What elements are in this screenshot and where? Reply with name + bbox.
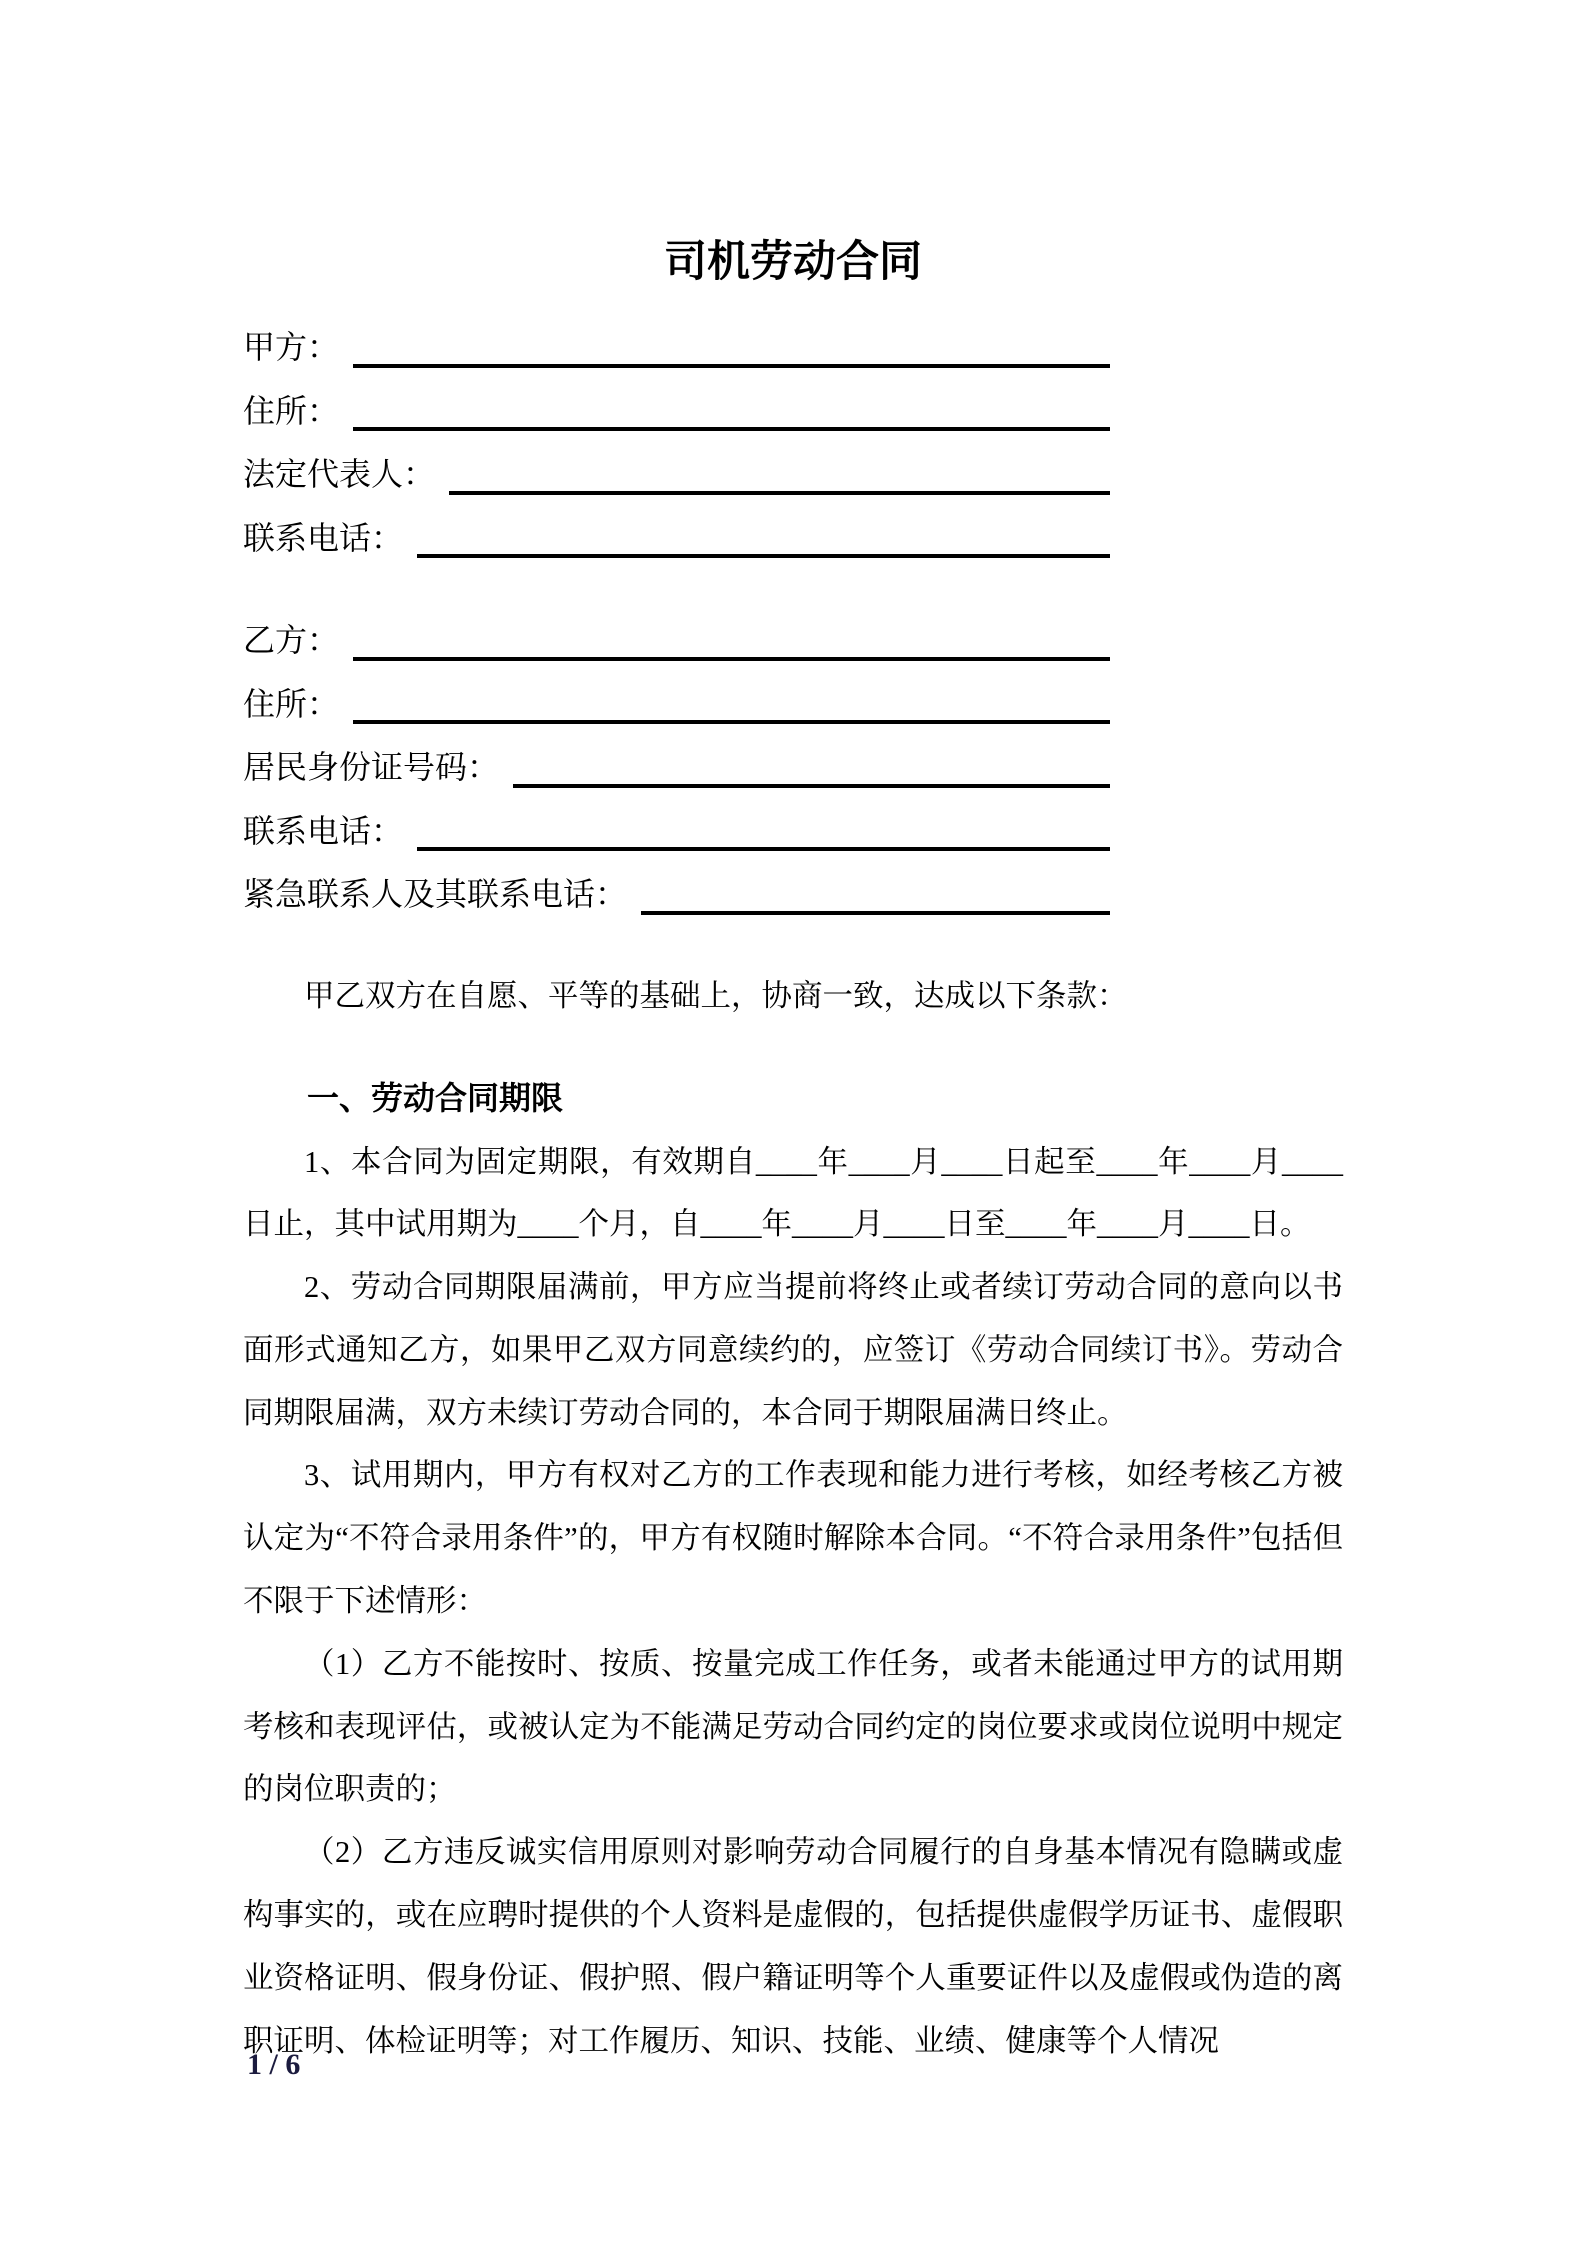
form-field-label: 法定代表人： bbox=[243, 456, 436, 492]
document-title: 司机劳动合同 bbox=[664, 239, 922, 286]
clause-3-item-2: （2）乙方违反诚实信用原则对影响劳动合同履行的自身基本情况有隐瞒或虚构事实的，或在应聘时提供的个人资料是虚假的，包括提供虚假学历证书、虚假职业资格证明、假身份证、假护照、假户籍证明等个人重要证件以及虚假或伪造的离职证明、体检证明等；对工作履历、知识、技能、业绩、健康等个人情况 bbox=[243, 1835, 1343, 2058]
form-field-label: 紧急联系人及其联系电话： bbox=[243, 876, 628, 912]
clause-3-probation: 3、试用期内，甲方有权对乙方的工作表现和能力进行考核，如经考核乙方被认定为“不符合录用条件”的，甲方有权随时解除本合同。“不符合录用条件”包括但不限于下述情形： bbox=[243, 1458, 1343, 1619]
form-field-label: 甲方： bbox=[243, 329, 340, 365]
clause-3-item-1: （1）乙方不能按时、按质、按量完成工作任务，或者未能通过甲方的试用期考核和表现评估，或被认定为不能满足劳动合同约定的岗位要求或岗位说明中规定的岗位职责的； bbox=[243, 1646, 1343, 1807]
form-row-party-a-address bbox=[243, 380, 1110, 444]
fill-in-blank-line bbox=[641, 863, 1110, 915]
fill-in-blank-line bbox=[449, 443, 1110, 495]
party-b-fields bbox=[243, 609, 1110, 927]
form-field-label: 联系电话： bbox=[243, 812, 404, 849]
clause-1-term: 1、本合同为固定期限，有效期自____年____月____日起至____年____月____日止，其中试用期为____个月，自____年____月____日至____年____月____日。 bbox=[243, 1144, 1343, 1242]
form-row-party-a-name bbox=[243, 316, 1110, 380]
fill-in-blank-line bbox=[353, 609, 1110, 661]
clause-2-renewal: 2、劳动合同期限届满前，甲方应当提前将终止或者续订劳动合同的意向以书面形式通知乙方，如果甲乙双方同意续约的，应签订《劳动合同续订书》。劳动合同期限届满，双方未续订劳动合同的，本合同于期限届满日终止。 bbox=[243, 1270, 1343, 1430]
form-field-label: 住所： bbox=[243, 392, 340, 429]
fill-in-blank-line bbox=[353, 380, 1110, 432]
intro-paragraph: 甲乙双方在自愿、平等的基础上，协商一致，达成以下条款： bbox=[304, 978, 1128, 1013]
fill-in-blank-line bbox=[417, 800, 1110, 852]
fill-in-blank-line bbox=[513, 736, 1110, 788]
form-row-party-a-phone bbox=[243, 507, 1110, 571]
form-row-party-b-name bbox=[243, 609, 1110, 673]
section-1-heading: 一、劳动合同期限 bbox=[307, 1080, 564, 1116]
form-field-label: 联系电话： bbox=[243, 519, 404, 556]
form-row-party-a-legal-rep bbox=[243, 443, 1110, 507]
fill-in-blank-line bbox=[353, 316, 1110, 368]
form-field-label: 居民身份证号码： bbox=[243, 749, 500, 785]
form-row-party-b-address bbox=[243, 673, 1110, 737]
form-row-party-b-phone bbox=[243, 800, 1110, 864]
form-row-party-b-emergency-contact bbox=[243, 863, 1110, 927]
form-field-label: 乙方： bbox=[243, 622, 340, 658]
page-content bbox=[243, 0, 1343, 2072]
form-field-label: 住所： bbox=[243, 685, 340, 722]
fill-in-blank-line bbox=[353, 673, 1110, 725]
form-row-party-b-id-number bbox=[243, 736, 1110, 800]
party-a-fields bbox=[243, 316, 1110, 570]
contract-clauses bbox=[243, 1131, 1343, 2073]
page-number: 1 / 6 bbox=[247, 2048, 301, 2081]
fill-in-blank-line bbox=[417, 507, 1110, 559]
